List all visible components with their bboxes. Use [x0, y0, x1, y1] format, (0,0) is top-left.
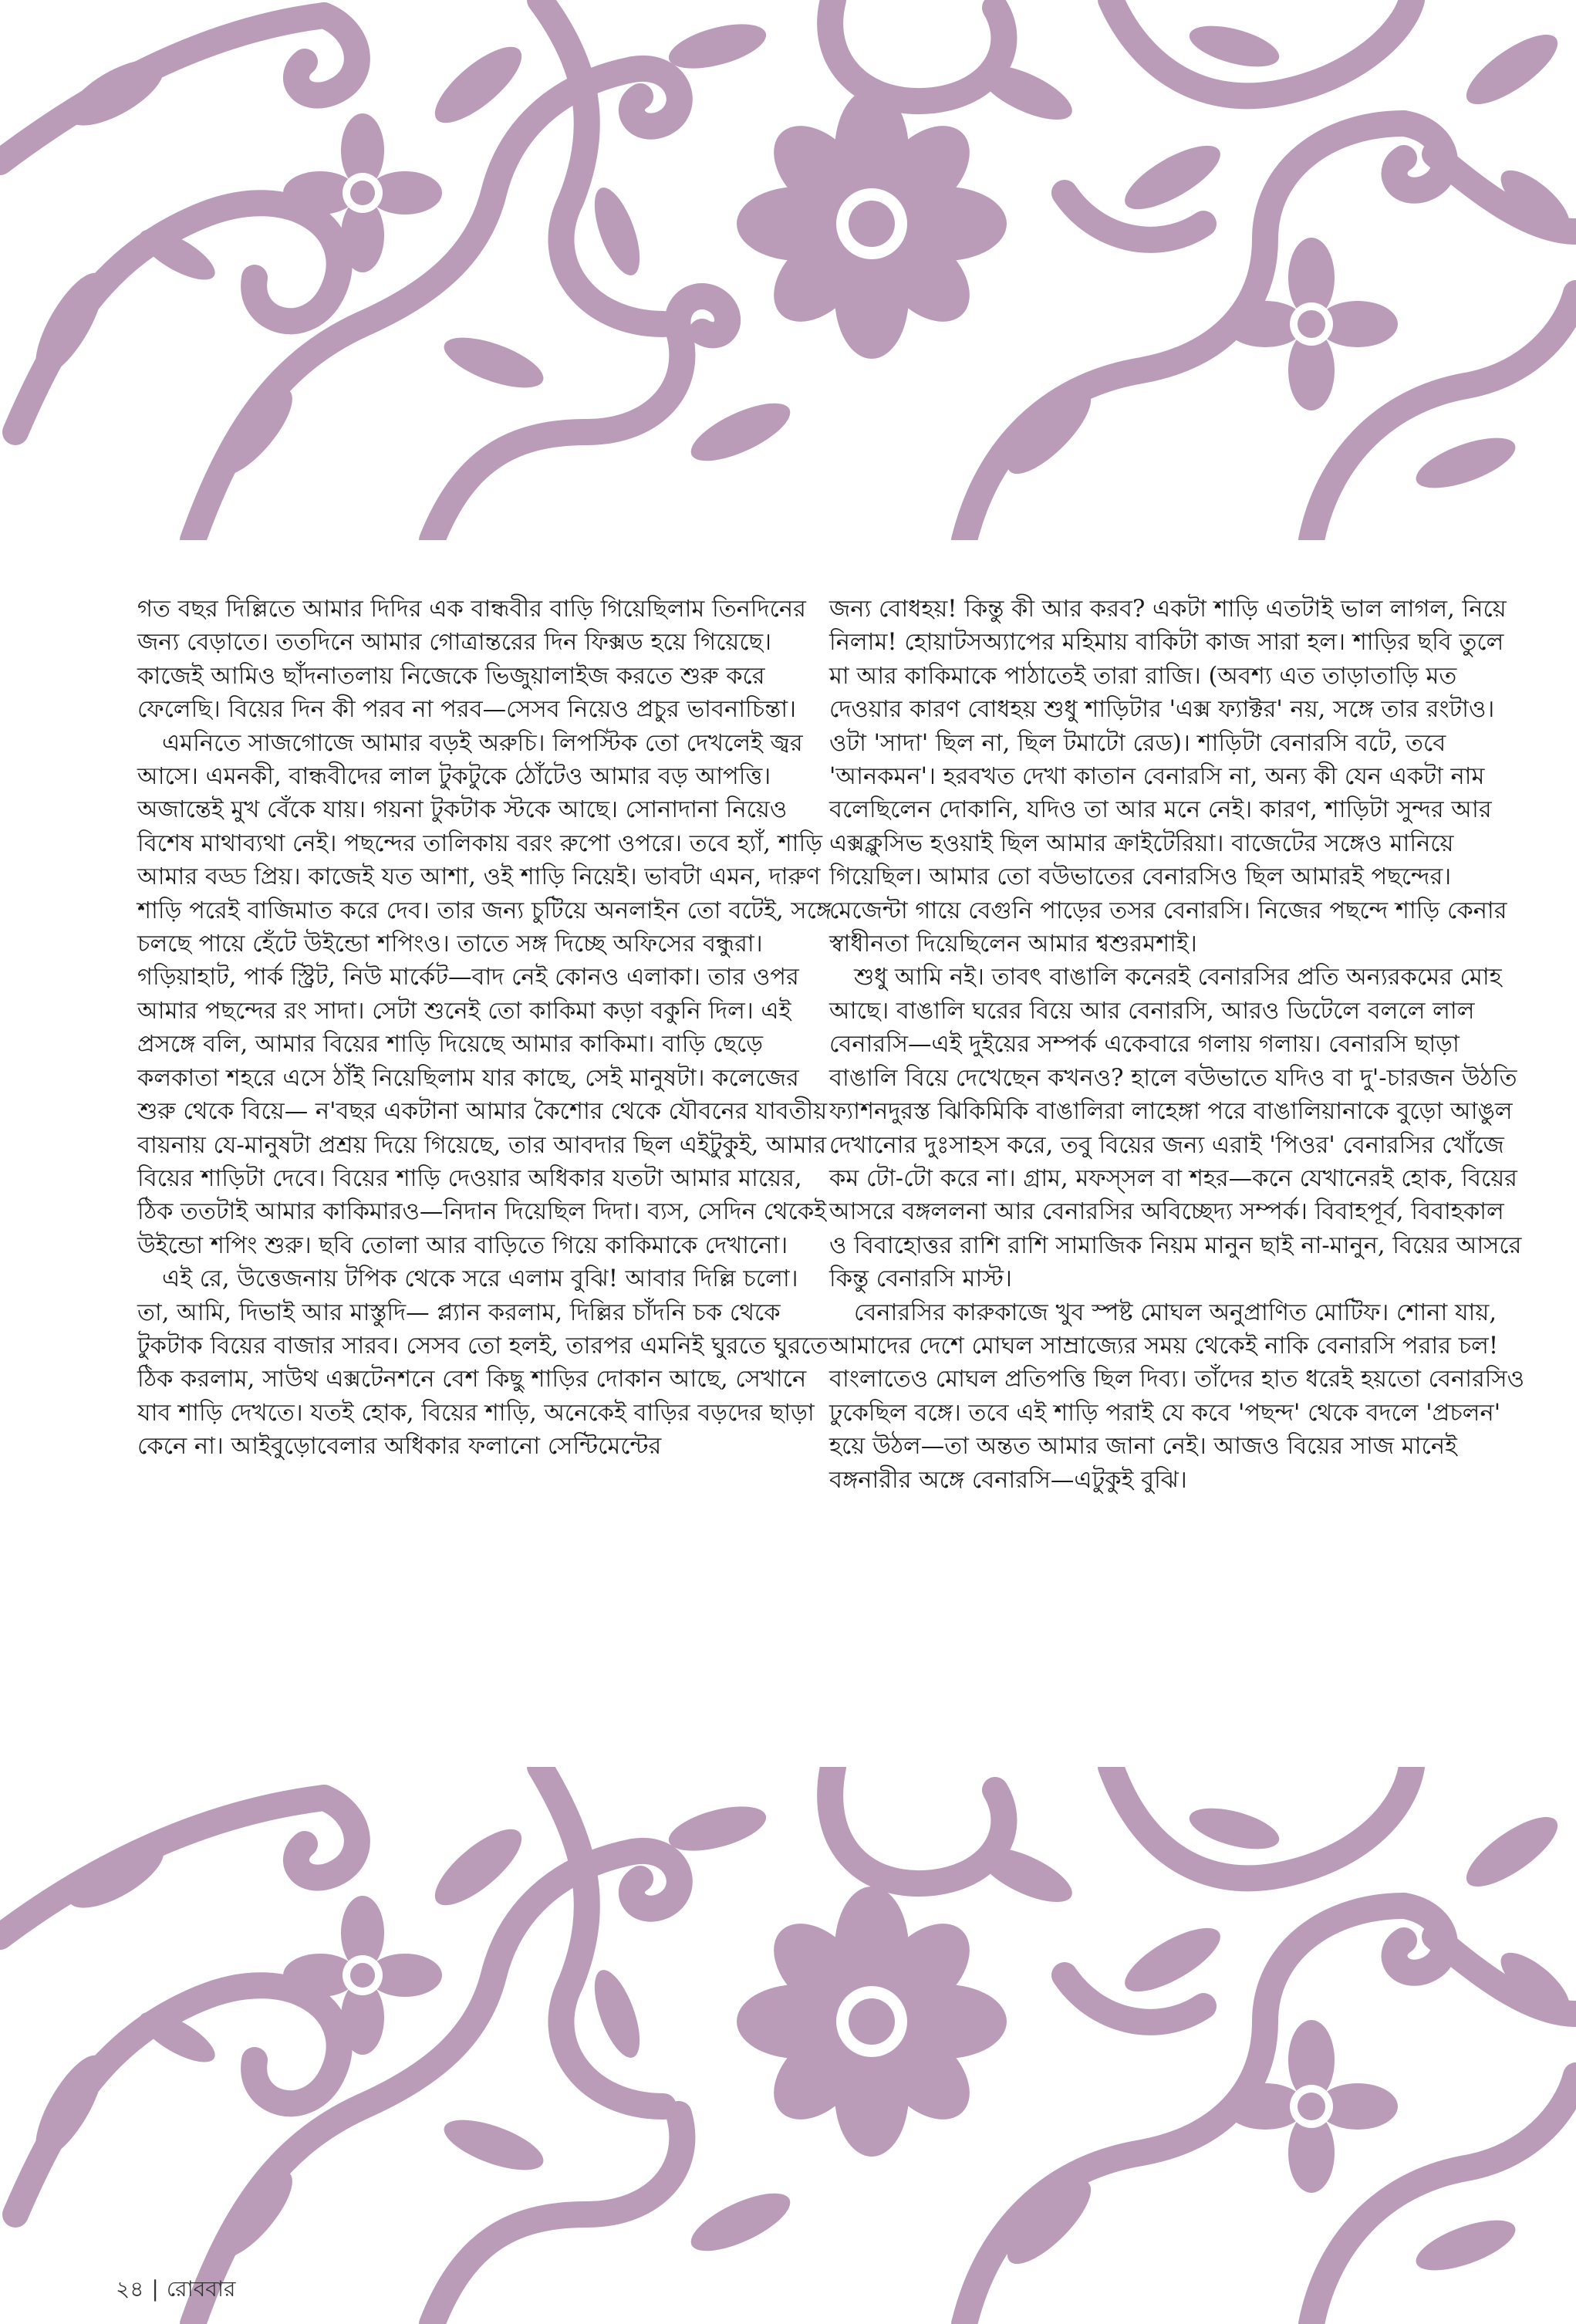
top-floral-border — [0, 0, 1576, 540]
paragraph: বেনারসির কারুকাজে খুব স্পষ্ট মোঘল অনুপ্রাণিত মোটিফ। শোনা যায়, আমাদের দেশে মোঘল সাম্রাজ্যের সময় থেকেই নাকি বেনারসি পরার চল! বাংলাতেও মোঘল প্রতিপত্তি ছিল দিব্য। তাঁদের হাত ধরেই হয়তো বেনারসিও ঢুকেছিল বঙ্গে। তবে এই শাড়ি পরাই যে কবে 'পছন্দ' থেকে বদলে 'প্রচলন' হয়ে উঠল—তা অন্তত আমার জানা নেই। আজও বিয়ের সাজ মানেই বঙ্গনারীর অঙ্গে বেনারসি—এটুকুই বুঝি। — [829, 1299, 1525, 1494]
paragraph: গত বছর দিল্লিতে আমার দিদির এক বান্ধবীর বাড়ি গিয়েছিলাম তিনদিনের জন্য বেড়াতে। ততদিনে আমার গোত্রান্তরের দিন ফিক্সড হয়ে গিয়েছে। কাজেই আমিও ছাঁদনাতলায় নিজেকে ভিজুয়ালাইজ করতে শুরু করে ফেলেছি। বিয়ের দিন কী পরব না পরব—সেসব নিয়েও প্রচুর ভাবনাচিন্তা। — [137, 596, 806, 724]
magazine-name: রোববার — [166, 2276, 236, 2302]
article-column-left — [137, 593, 835, 1464]
page-footer — [116, 2272, 235, 2309]
paragraph: জন্য বোধহয়! কিন্তু কী আর করব? একটা শাড়ি এতটাই ভাল লাগল, নিয়ে নিলাম! হোয়াটসঅ্যাপের মহিমায় বাকিটা কাজ সারা হল। শাড়ির ছবি তুলে মা আর কাকিমাকে পাঠাতেই তারা রাজি। (অবশ্য এত তাড়াতাড়ি মত দেওয়ার কারণ বোধহয় শুধু শাড়িটার 'এক্স ফ্যাক্টর' নয়, সঙ্গে তার রংটাও। ওটা 'সাদা' ছিল না, ছিল টমাটো রেড)। শাড়িটা বেনারসি বটে, তবে 'আনকমন'। হরবখত দেখা কাতান বেনারসি না, অন্য কী যেন একটা নাম বলেছিলেন দোকানি, যদিও তা আর মনে নেই। কারণ, শাড়িটা সুন্দর আর এক্সক্লুসিভ হওয়াই ছিল আমার ক্রাইটেরিয়া। বাজেটের সঙ্গেও মানিয়ে গিয়েছিল। আমার তো বউভাতের বেনারসিও ছিল আমারই পছন্দের। মেজেন্টা গায়ে বেগুনি পাড়ের তসর বেনারসি। নিজের পছন্দে শাড়ি কেনার স্বাধীনতা দিয়েছিলেন আমার শ্বশুরমশাই। — [829, 596, 1507, 958]
paragraph: শুধু আমি নই। তাবৎ বাঙালি কনেরই বেনারসির প্রতি অন্যরকমের মোহ আছে। বাঙালি ঘরের বিয়ে আর বেনারসি, আরও ডিটেলে বললে লাল বেনারসি—এই দুইয়ের সম্পর্ক একেবারে গলায় গলায়। বেনারসি ছাড়া বাঙালি বিয়ে দেখেছেন কখনও? হালে বউভাতে যদিও বা দু'-চারজন উঠতি ফ্যাশনদুরস্ত ঝিকিমিকি বাঙালিরা লাহেঙ্গা পরে বাঙালিয়ানাকে বুড়ো আঙুল দেখানোর দুঃসাহস করে, তবু বিয়ের জন্য এরাই 'পিওর' বেনারসির খোঁজে কম টো-টো করে না। গ্রাম, মফস্সল বা শহর—কনে যেখানেরই হোক, বিয়ের আসরে বঙ্গললনা আর বেনারসির অবিচ্ছেদ্য সম্পর্ক। বিবাহপূর্ব, বিবাহকাল ও বিবাহোত্তর রাশি রাশি সামাজিক নিয়ম মানুন ছাই না-মানুন, বিয়ের আসরে কিন্তু বেনারসি মাস্ট। — [829, 964, 1522, 1293]
paragraph: এই রে, উত্তেজনায় টপিক থেকে সরে এলাম বুঝি! আবার দিল্লি চলো। তা, আমি, দিভাই আর মাস্তুদি— প্ল্যান করলাম, দিল্লির চাঁদনি চক থেকে টুকটাক বিয়ের বাজার সারব। সেসব তো হলই, তারপর এমনিই ঘুরতে ঘুরতে ঠিক করলাম, সাউথ এক্সটেনশনে বেশ কিছু শাড়ির দোকান আছে, সেখানে যাব শাড়ি দেখতে। যতই হোক, বিয়ের শাড়ি, অনেকেই বাড়ির বড়দের ছাড়া কেনে না। আইবুড়োবেলার অধিকার ফলানো সেন্টিমেন্টের — [137, 1265, 828, 1461]
floral-fills-bottom — [23, 1798, 1576, 2281]
floral-fills-top — [23, 15, 1576, 498]
bottom-floral-border — [0, 1767, 1576, 2324]
floral-vine-pattern-top — [0, 0, 1576, 540]
floral-vine-pattern-bottom — [0, 1767, 1576, 2324]
footer-separator: | — [151, 2276, 159, 2302]
article-column-right — [829, 593, 1527, 1497]
paragraph: এমনিতে সাজগোজে আমার বড়ই অরুচি। লিপস্টিক তো দেখলেই জ্বর আসে। এমনকী, বান্ধবীদের লাল টুকটুকে ঠোঁটেও আমার বড় আপত্তি। অজান্তেই মুখ বেঁকে যায়। গয়না টুকটাক স্টকে আছে। সোনাদানা নিয়েও বিশেষ মাথাব্যথা নেই। পছন্দের তালিকায় বরং রুপো ওপরে। তবে হ্যাঁ, শাড়ি আমার বড্ড প্রিয়। কাজেই যত আশা, ওই শাড়ি নিয়েই। ভাবটা এমন, দারুণ শাড়ি পরেই বাজিমাত করে দেব। তার জন্য চুটিয়ে অনলাইন তো বটেই, সঙ্গে চলছে পায়ে হেঁটে উইন্ডো শপিংও। তাতে সঙ্গ দিচ্ছে অফিসের বন্ধুরা। গড়িয়াহাট, পার্ক স্ট্রিট, নিউ মার্কেট—বাদ নেই কোনও এলাকা। তার ওপর আমার পছন্দের রং সাদা। সেটা শুনেই তো কাকিমা কড়া বকুনি দিল। এই প্রসঙ্গে বলি, আমার বিয়ের শাড়ি দিয়েছে আমার কাকিমা। বাড়ি ছেড়ে কলকাতা শহরে এসে ঠাঁই নিয়েছিলাম যার কাছে, সেই মানুষটা। কলেজের শুরু থেকে বিয়ে— ন'বছর একটানা আমার কৈশোর থেকে যৌবনের যাবতীয় বায়নায় যে-মানুষটা প্রশ্রয় দিয়ে গিয়েছে, তার আবদার ছিল এইটুকুই, আমার বিয়ের শাড়িটা দেবে। বিয়ের শাড়ি দেওয়ার অধিকার যতটা আমার মায়ের, ঠিক ততটাই আমার কাকিমারও—নিদান দিয়েছিল দিদা। ব্যস, সেদিন থেকেই উইন্ডো শপিং শুরু। ছবি তোলা আর বাড়িতে গিয়ে কাকিমাকে দেখানো। — [137, 729, 832, 1259]
page-number: ২৪ — [116, 2276, 144, 2302]
